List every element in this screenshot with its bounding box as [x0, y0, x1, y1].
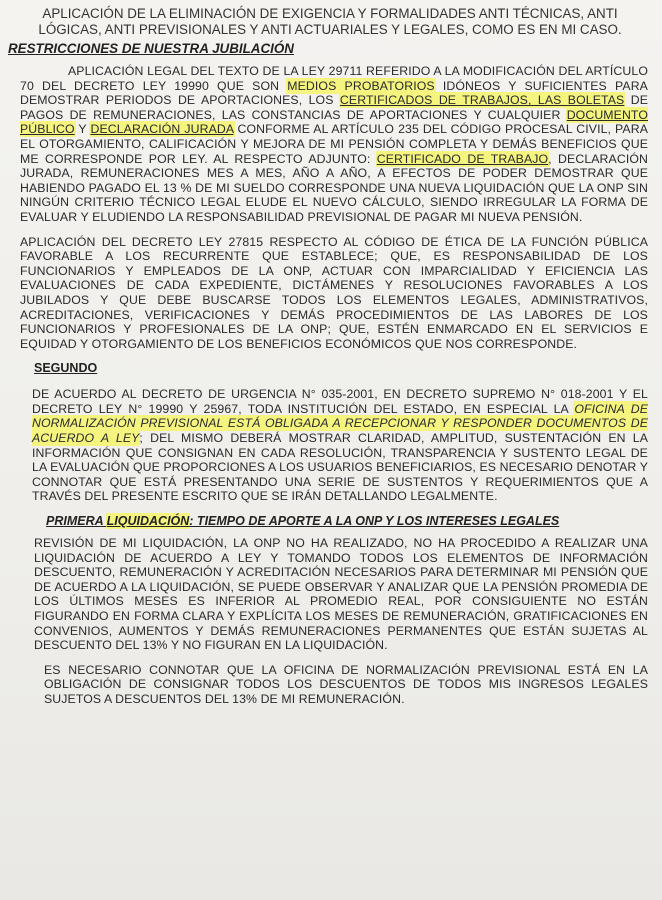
highlight-liquidacion: LIQUIDACIÓN [106, 514, 190, 529]
section-heading-restricciones: RESTRICCIONES DE NUESTRA JUBILACIÓN [8, 41, 294, 56]
intro-text: APLICACIÓN DE LA ELIMINACIÓN DE EXIGENCIA Y FORMALIDADES ANTI TÉCNICAS, ANTI LÓGICAS, ANTI PREVISIONALES Y ANTI ACTUARIALES Y LEGALES, COMO ES EN MI CASO. [38, 6, 622, 37]
highlight-certificados-boletas: CERTIFICADOS DE TRABAJOS, LAS BOLETAS [339, 93, 625, 108]
section-heading-primera-liquidacion: PRIMERA LIQUIDACIÓN: TIEMPO DE APORTE A LA ONP Y LOS INTERESES LEGALES [46, 514, 560, 529]
highlight-documento-publico: DOCUMENTO PÚBLICO [20, 107, 648, 137]
paragraph-revision-liquidacion: REVISIÓN DE MI LIQUIDACIÓN, LA ONP NO HA REALIZADO, NO HA PROCEDIDO A REALIZAR UNA LIQUIDACIÓN DE ACUERDO A LEY Y TOMANDO TODOS LOS ELEMENTOS DE INFORMACIÓN DESCUENTO, REMUNERACIÓN Y ACREDITACIÓN NECESARIOS PARA DETERMINAR MI PENSIÓN QUE DE ACUERDO A LA LIQUIDACIÓN, SE PUEDE OBSERVAR Y ANALIZAR QUE LA PENSIÓN PROMEDIA DE LOS ÚLTIMOS MESES ES INFERIOR AL PROMEDIO REAL, POR CONSIGUIENTE NO ESTÁN FIGURANDO EN FORMA CLARA Y EXPLÍCITA LOS MESES DE REMUNERACIÓN, GRATIFICACIONES EN CONVENIOS, AUMENTOS Y DEMÁS REMUNERACIONES PERMANENTES QUE ESTÁN SUJETAS AL DESCUENTO DEL 13% Y NO FIGURAN EN LA LIQUIDACIÓN. [34, 536, 648, 653]
highlight-medios-probatorios: MEDIOS PROBATORIOS [287, 78, 435, 93]
highlight-certificado-trabajo: CERTIFICADO DE TRABAJO [376, 151, 549, 166]
paragraph-decreto-urgencia: DE ACUERDO AL DECRETO DE URGENCIA N° 035-2001, EN DECRETO SUPREMO N° 018-2001 Y EL DECRETO LEY N° 19990 Y 25967, TODA INSTITUCIÓN DEL ESTADO, EN ESPECIAL LA OFICINA DE NORMALIZACIÓN PREVISIONAL ESTÁ OBLIGADA A RECEPCIONAR Y RESPONDER DOCUMENTOS DE ACUERDO A LEY; DEL MISMO DEBERÁ MOSTRAR CLARIDAD, AMPLITUD, SUSTENTACIÓN EN LA INFORMACIÓN QUE CONSIGNAN EN CADA RESOLUCIÓN, TRANSPARENCIA Y SUSTENTO LEGAL DE LA EVALUACIÓN QUE PROPORCIONES A LOS USUARIOS BENEFICIARIOS, ES NECESARIO DENOTAR Y CONNOTAR QUE ESTÁ PRESENTANDO UNA SERIE DE SUSTENTOS Y REQUERIMIENTOS QUE A TRAVÉS DEL PRESENTE ESCRITO QUE SE IRÁN DETALLANDO LEGALMENTE. [32, 387, 649, 504]
highlight-onp-obligada: OFICINA DE NORMALIZACIÓN PREVISIONAL ESTÁ OBLIGADA A RECEPCIONAR Y RESPONDER DOCUMENTOS DE ACUERDO A LEY [32, 401, 648, 446]
paragraph-connotar: ES NECESARIO CONNOTAR QUE LA OFICINA DE NORMALIZACIÓN PREVISIONAL ESTÁ EN LA OBLIGACIÓN DE CONSIGNAR TODOS LOS DESCUENTOS DE TODOS MIS INGRESOS LEGALES SUJETOS A DESCUENTOS DEL 13% DE MI REMUNERACIÓN. [44, 662, 648, 706]
section-heading-segundo: SEGUNDO [34, 361, 98, 376]
paragraph-ley-27815: APLICACIÓN DEL DECRETO LEY 27815 RESPECTO AL CÓDIGO DE ÉTICA DE LA FUNCIÓN PÚBLICA FAVORABLE A LOS RECURRENTE QUE ESTABLECE; QUE, ES RESPONSABILIDAD DE LOS FUNCIONARIOS Y EMPLEADOS DE LA ONP, ACTUAR CON IMPARCIALIDAD Y EFICIENCIA LAS EVALUACIONES DE CADA EXPEDIENTE, DICTÁMENES Y RESOLUCIONES FAVORABLES A LOS JUBILADOS Y QUE DEBE BUSCARSE TODOS LOS ELEMENTOS LEGALES, ADMINISTRATIVOS, ACREDITACIONES, VERIFICACIONES Y DEMÁS PROCEDIMIENTOS DE LAS LABORES DE LOS FUNCIONARIOS Y PROFESIONALES DE LA ONP; QUE, ESTÉN ENMARCADO EN EL SERVICIOS E EQUIDAD Y OTORGAMIENTO DE LOS BENEFICIOS ECONÓMICOS QUE NOS CORRESPONDE. [20, 234, 648, 351]
paragraph-ley-29711: APLICACIÓN LEGAL DEL TEXTO DE LA LEY 29711 REFERIDO A LA MODIFICACIÓN DEL ARTÍCULO 70 DEL DECRETO LEY 19990 QUE SON MEDIOS PROBATORIOS IDÓNEOS Y SUFICIENTES PARA DEMOSTRAR PERIODOS DE APORTACIONES, LOS CERTIFICADOS DE TRABAJOS, LAS BOLETAS DE PAGOS DE REMUNERACIONES, LAS CONSTANCIAS DE APORTACIONES Y CUALQUIER DOCUMENTO PÚBLICO Y DECLARACIÓN JURADA CONFORME AL ARTÍCULO 235 DEL CÓDIGO PROCESAL CIVIL, PARA EL OTORGAMIENTO, CALIFICACIÓN Y MEJORA DE MI PENSIÓN COMPLETA Y DEMÁS BENEFICIOS QUE ME CORRESPONDE POR LEY. AL RESPECTO ADJUNTO: CERTIFICADO DE TRABAJO, DECLARACIÓN JURADA, REMUNERACIONES MES A MES, AÑO A AÑO, A EFECTOS DE PODER DEMOSTRAR QUE HABIENDO PAGADO EL 13 % DE MI SUELDO CORRESPONDE UNA NUEVA LIQUIDACIÓN QUE LA ONP SIN NINGÚN CRITERIO TÉCNICO LEGAL ELUDE EL NUEVO CÁLCULO, SIENDO IRREGULAR LA FORMA DE EVALUAR Y ELUDIENDO LA RESPONSABILIDAD PREVISIONAL DE PAGAR MI NUEVA PENSIÓN. [20, 64, 649, 224]
highlight-declaracion-jurada: DECLARACIÓN JURADA [90, 122, 234, 137]
